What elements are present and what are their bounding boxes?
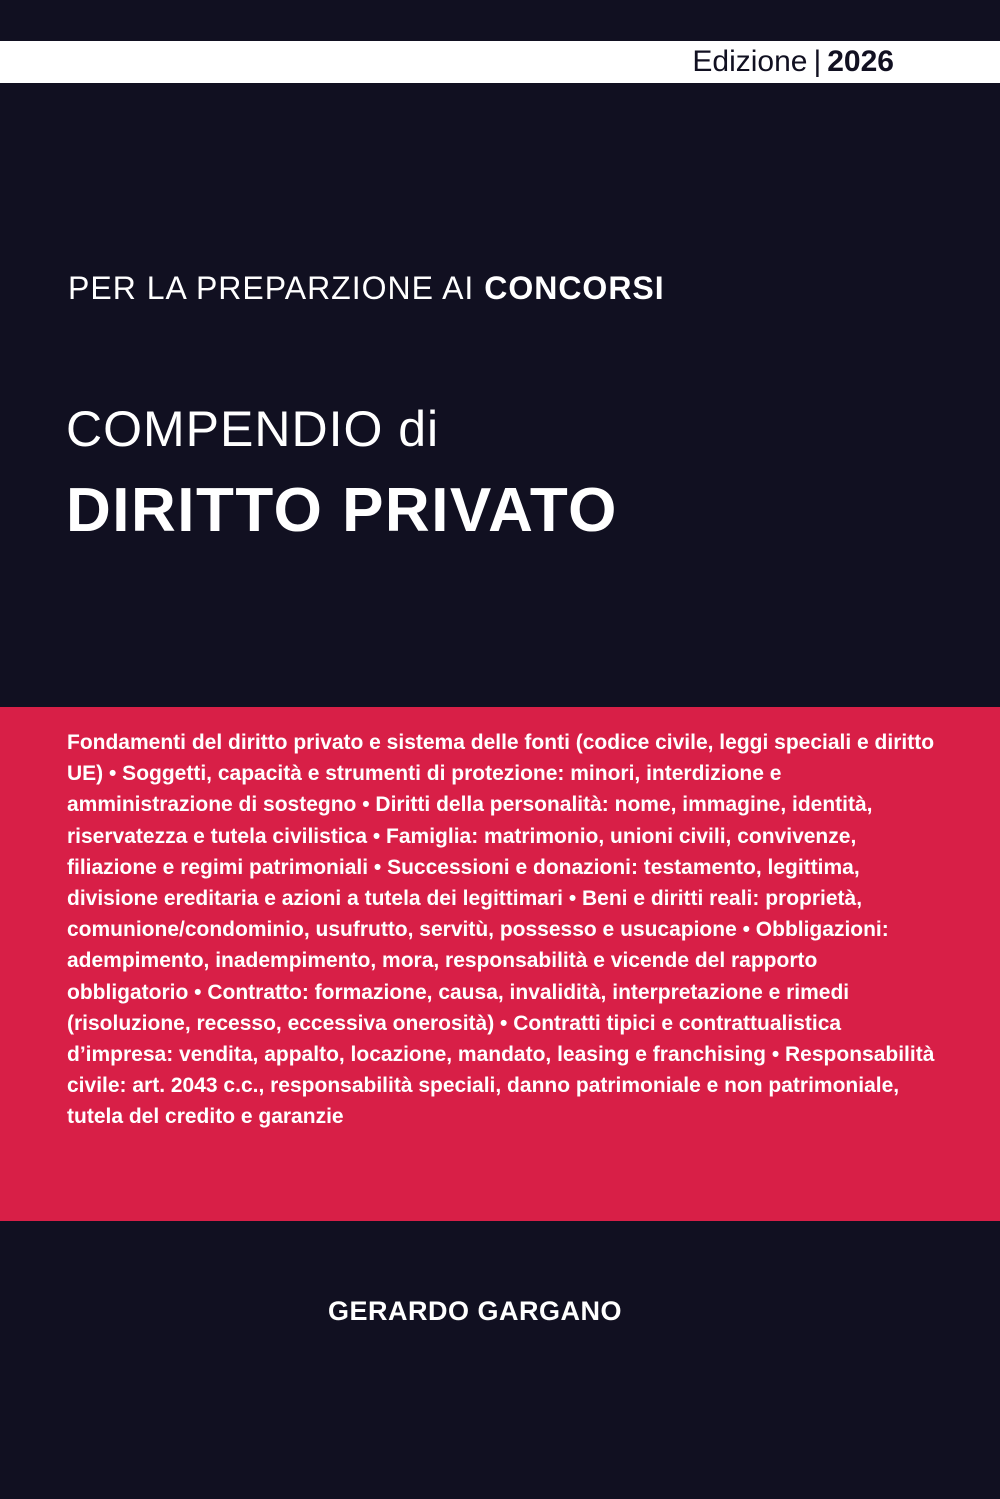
title-line-1: COMPENDIO di <box>66 401 440 457</box>
edition-year: 2026 <box>827 45 894 78</box>
subtitle <box>68 270 665 307</box>
subtitle-emphasis: CONCORSI <box>484 270 665 306</box>
edition-bar <box>0 41 1000 83</box>
topics-band <box>0 707 1000 1221</box>
author-name: GERARDO GARGANO <box>327 1296 622 1326</box>
edition-separator: | <box>813 45 822 78</box>
edition-label <box>692 41 894 83</box>
edition-word: Edizione <box>692 45 808 78</box>
topics-text: Fondamenti del diritto privato e sistema delle fonti (codice civile, leggi speciali e diritto UE) • Soggetti, capacità e strumenti di protezione: minori, interdizione e amministrazione di sostegno • Diritti della personalità: nome, immagine, identità, riservatezza e tutela civilistica • Famiglia: matrimonio, unioni civili, convivenze, filiazione e regimi patrimoniali • Successioni e donazioni: testamento, legittima, divisione ereditaria e azioni a tutela dei legittimari • Beni e diritti reali: proprietà, comunione/condominio, usufrutto, servitù, possesso e usucapione • Obbligazioni: adempimento, inadempimento, mora, responsabilità e vicende del rapporto obbligatorio • Contratto: formazione, causa, invalidità, interpretazione e rimedi (risoluzione, recesso, eccessiva onerosità) • Contratti tipici e contrattualistica d’impresa: vendita, appalto, locazione, mandato, leasing e franchising • Responsabilità civile: art. 2043 c.c., responsabilità speciali, danno patrimoniale e non patrimoniale, tutela del credito e garanzie <box>67 731 935 1129</box>
subtitle-prefix: PER LA PREPARZIONE AI <box>68 270 475 306</box>
title-line-2: DIRITTO PRIVATO <box>66 476 618 545</box>
